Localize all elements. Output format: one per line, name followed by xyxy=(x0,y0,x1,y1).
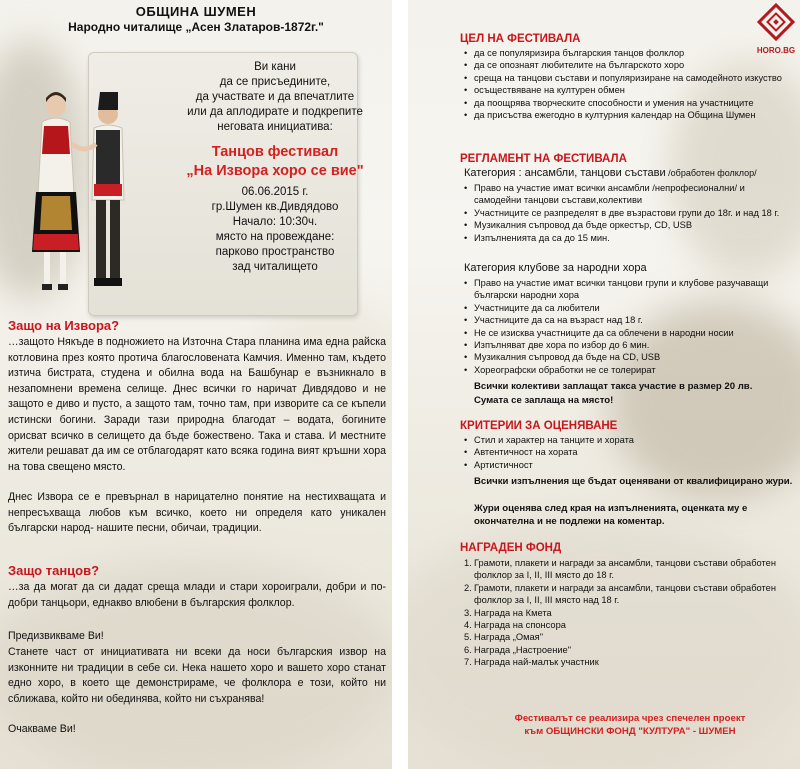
list-item: • Стил и характер на танците и хората xyxy=(464,434,794,446)
why-izvora-text-2: Днес Извора се е превърнал в нарицателно понятие на нестихващата и непресъхваща любов към всичко, което ни определя като уникален български народ- нашите песни, обичаи, традиции. xyxy=(8,491,386,535)
why-dance-text-2: Станете част от инициативата ни всеки да носи българския извор на изконните ни традиции в себе си. Нека нашето хоро и вашето хоро станат едно хоро, в което ще демонстрираме, че фолклора е този, който ни сближава, който ни обединява, който ни съхранява! xyxy=(8,646,386,705)
criteria-heading: КРИТЕРИИ ЗА ОЦЕНЯВАНЕ xyxy=(460,420,618,432)
list-item: • Право на участие имат всички ансамбли /непрофесионални/ и самодейни танцови състави,колективи xyxy=(464,182,794,207)
list-item: • Участниците да са на възраст над 18 г. xyxy=(464,314,794,326)
list-item: • да се популяризира българския танцов фолклор xyxy=(464,47,794,59)
invite-line: да се присъедините, xyxy=(219,76,331,88)
invite-line: неговата инициатива: xyxy=(217,121,333,133)
list-item: • Право на участие имат всички танцови групи и клубове разучаващи български народни хора xyxy=(464,277,794,302)
right-panel xyxy=(408,0,800,769)
invite-line: да участвате и да впечатлите xyxy=(195,91,355,103)
criteria-final-note: Жури оценява след края на изпълненията, оценката му е окончателна и не подлежи на коментар. xyxy=(474,503,748,527)
list-item: • Музикалния съпровод да бъде на CD, USB xyxy=(464,351,794,363)
rules-heading: РЕГЛАМЕНТ НА ФЕСТИВАЛА xyxy=(460,153,627,165)
footer-project-line: Фестивалът се реализира чрез спечелен проект xyxy=(514,713,746,724)
list-item: • Артистичност xyxy=(464,459,794,471)
festival-date: 06.06.2015 г. xyxy=(241,186,309,198)
festival-start-time: Начало: 10:30ч. xyxy=(232,216,318,228)
footer-fund-line: към ОБЩИНСКИ ФОНД "КУЛТУРА" - ШУМЕН xyxy=(524,726,736,737)
municipality-title: ОБЩИНА ШУМЕН xyxy=(135,4,257,19)
list-item: 6. Награда „Настроение" xyxy=(464,644,571,655)
list-item: • Участниците се разпределят в две възрастови групи до 18г. и над 18 г. xyxy=(464,207,794,219)
list-item: • да поощрява творческите способности и умения на участниците xyxy=(464,97,794,109)
list-item: • осъществяване на културен обмен xyxy=(464,84,794,96)
criteria-jury-note: Всички изпълнения ще бъдат оценявани от квалифицирано жури. xyxy=(474,476,793,487)
list-item: 7. Награда най-малък участник xyxy=(464,657,599,668)
goal-list xyxy=(464,47,794,121)
rules-category-2: Категория клубове за народни хора xyxy=(464,262,647,274)
list-item: • да се опознаят любителите на българското хоро xyxy=(464,59,794,71)
goal-heading: ЦЕЛ НА ФЕСТИВАЛА xyxy=(460,33,581,45)
fold-gap xyxy=(392,0,408,769)
invite-line: или да аплодирате и подкрепите xyxy=(187,106,363,118)
festival-location: гр.Шумен кв.Дивдядово xyxy=(211,201,339,213)
list-item: • Изпълненията да са до 15 мин. xyxy=(464,232,794,244)
challenge-text: Предизвикваме Ви! xyxy=(8,630,104,642)
list-item: • Музикалния съпровод да бъде оркестър, CD, USB xyxy=(464,219,794,231)
list-item: • Хореографски обработки не се толерират xyxy=(464,364,794,376)
why-dance-text: …за да могат да си дадат среща млади и стари хороиграли, добри и по-добри танцьори, еднакво влюбени в българския фолклор. xyxy=(8,581,386,609)
list-item: • Изпълняват две хора по избор до 6 мин. xyxy=(464,339,794,351)
why-izvora-heading: Защо на Извора? xyxy=(8,318,120,333)
community-center-title: Народно читалище „Асен Златаров-1872г." xyxy=(68,20,324,34)
fee-payment-text: Сумата се заплаща на място! xyxy=(474,395,614,406)
logo-text: HORO.BG xyxy=(756,46,796,55)
list-item: • да присъства ежегодно в културния календар на Община Шумен xyxy=(464,109,794,121)
rules-list-2 xyxy=(464,277,794,376)
category-suffix: /обработен фолклор/ xyxy=(665,168,757,178)
festival-name-line2: „На Извора хоро се вие" xyxy=(186,163,364,179)
venue-line: парково пространство xyxy=(215,246,335,258)
why-dance-heading: Защо танцов? xyxy=(8,563,100,578)
list-item: • среща на танцови състави и популяризиране на самодейното изкуство xyxy=(464,72,794,84)
list-item: 3. Награда на Кмета xyxy=(464,607,552,618)
why-izvora-text: …защото Някъде в подножието на Източна Стара планина има една райска котловина през която протича благословената Камчия. Именно там, където изтича бистрата, студена и обилна вода на Башбунар е възникнало в незапомнени времена селище. Днес всички го наричат Дивдядово и не защото е диво и пусто, а защото там, точно там, при изворите са се къпели истински богини. Заради тази природна благодат – водата, богините орисват всичко в селището да бъде божествено. Така и става. И местните жители решават да им се отблагодарят като всяка година вият кръшни хора на това свещено място. xyxy=(8,336,386,473)
folk-dancers-image xyxy=(22,84,140,300)
festival-name-line1: Танцов фестивал xyxy=(211,144,339,160)
list-item: • Автентичност на хората xyxy=(464,446,794,458)
criteria-list xyxy=(464,434,794,471)
category-label: Категория : ансамбли, танцови състави xyxy=(464,167,666,179)
venue-label: място на провеждане: xyxy=(215,231,335,243)
invite-line: Ви кани xyxy=(254,61,296,73)
left-panel xyxy=(0,0,392,769)
list-item: 5. Награда „Омая" xyxy=(464,632,544,643)
venue-line: зад читалището xyxy=(232,261,318,273)
list-item: 2. Грамоти, плакети и награди за ансамбли, танцови състави обработен фолклор за I, II, III място над 18 г. xyxy=(464,582,776,606)
prize-list xyxy=(464,557,794,669)
list-item: • Участниците да са любители xyxy=(464,302,794,314)
closing-text: Очакваме Ви! xyxy=(8,723,76,735)
fee-text: Всички колективи заплащат такса участие в размер 20 лв. xyxy=(474,381,753,392)
prize-heading: НАГРАДЕН ФОНД xyxy=(460,542,562,554)
list-item: 4. Награда на спонсора xyxy=(464,620,566,631)
list-item: 1. Грамоти, плакети и награди за ансамбли, танцови състави обработен фолклор за I, II, III място до 18 г. xyxy=(464,558,776,581)
rules-category-1 xyxy=(464,167,757,179)
list-item: • Не се изисква участниците да са облечени в народни носии xyxy=(464,327,794,339)
rules-list-1 xyxy=(464,182,794,244)
